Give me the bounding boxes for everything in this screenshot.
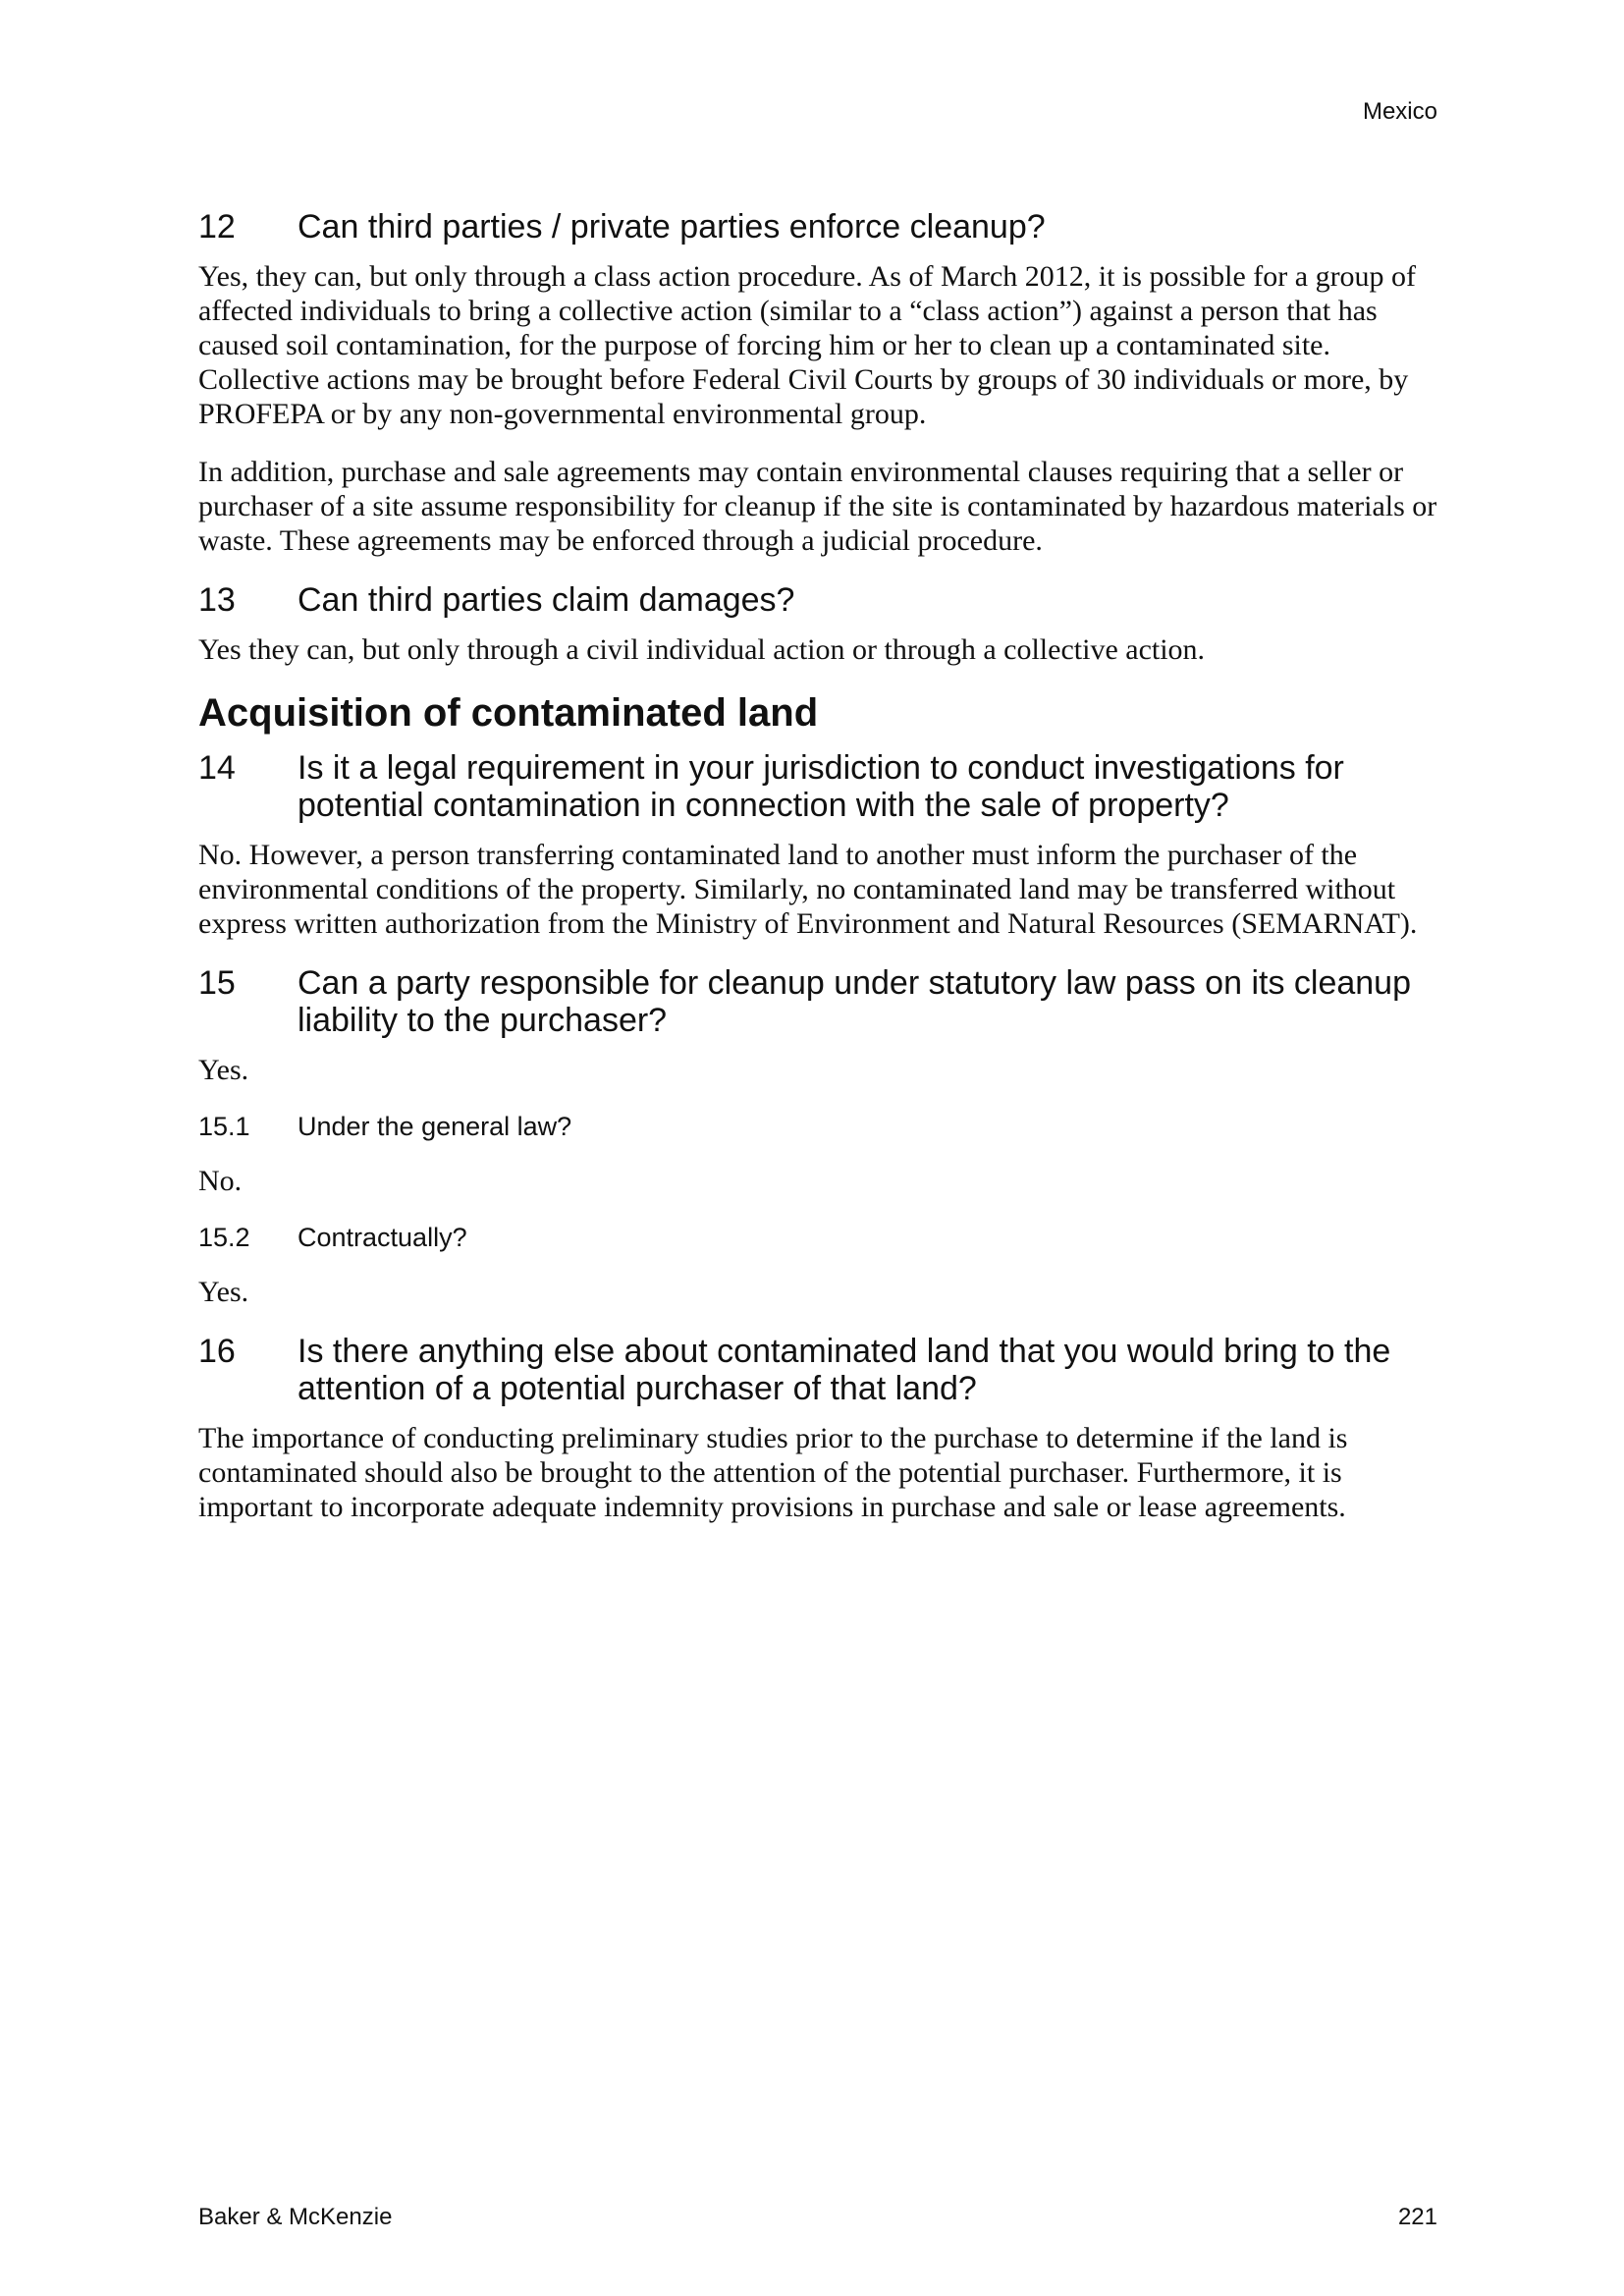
question-13-heading [198, 581, 1437, 619]
question-number: 13 [198, 581, 236, 619]
subquestion-number: 15.2 [198, 1223, 250, 1252]
answer-paragraph: The importance of conducting preliminary studies prior to the purchase to determine if the land is contaminated should also be brought to the attention of the potential purchaser. Furthermore, it is important to incorporate adequate indemnity provisions in purchase and sale or lease agreements. [198, 1422, 1348, 1523]
page-footer [198, 2204, 1437, 2231]
subquestion-number: 15.1 [198, 1112, 250, 1141]
question-number: 14 [198, 749, 236, 787]
question-number: 15 [198, 964, 236, 1002]
section-heading: Acquisition of contaminated land [198, 691, 819, 735]
question-number: 12 [198, 208, 236, 246]
page-number: 221 [1397, 2204, 1437, 2230]
question-14-heading [198, 749, 1437, 824]
page-content [198, 208, 1437, 1548]
subquestion-15-1-heading [198, 1111, 1437, 1142]
footer-publisher: Baker & McKenzie [198, 2204, 393, 2230]
subquestion-text: Contractually? [298, 1223, 467, 1252]
question-text: Is it a legal requirement in your jurisdiction to conduct investigations for potential contamination in connection with the sale of property? [298, 749, 1344, 824]
answer-paragraph: In addition, purchase and sale agreements may contain environmental clauses requiring that a seller or purchaser of a site assume responsibility for cleanup if the site is contaminated by hazardous materials or waste. These agreements may be enforced through a judicial procedure. [198, 456, 1437, 557]
question-text: Can a party responsible for cleanup under statutory law pass on its cleanup liability to the purchaser? [298, 964, 1411, 1039]
question-text: Can third parties / private parties enforce cleanup? [298, 208, 1046, 246]
question-text: Can third parties claim damages? [298, 581, 795, 619]
subquestion-text: Under the general law? [298, 1112, 572, 1141]
answer-paragraph: Yes they can, but only through a civil individual action or through a collective action. [198, 633, 1206, 666]
question-16-heading [198, 1333, 1437, 1407]
question-number: 16 [198, 1333, 236, 1370]
answer-paragraph: Yes. [198, 1054, 249, 1086]
question-text: Is there anything else about contaminated land that you would bring to the attention of a potential purchaser of that land? [298, 1333, 1391, 1407]
subquestion-15-2-heading [198, 1222, 1437, 1253]
answer-paragraph: No. However, a person transferring contaminated land to another must inform the purchaser of the environmental conditions of the property. Similarly, no contaminated land may be transferred without express written authorization from the Ministry of Environment and Natural Resources (SEMARNAT). [198, 839, 1418, 940]
question-15-heading [198, 964, 1437, 1039]
answer-paragraph: No. [198, 1165, 243, 1197]
question-12-heading [198, 208, 1437, 246]
answer-paragraph: Yes, they can, but only through a class action procedure. As of March 2012, it is possible for a group of affected individuals to bring a collective action (similar to a “class action”) against a person that has caused soil contamination, for the purpose of forcing him or her to clean up a contaminated site. Collective actions may be brought before Federal Civil Courts by groups of 30 individuals or more, by PROFEPA or by any non-governmental environmental group. [198, 260, 1417, 430]
running-header: Mexico [1362, 98, 1437, 125]
answer-paragraph: Yes. [198, 1276, 249, 1308]
